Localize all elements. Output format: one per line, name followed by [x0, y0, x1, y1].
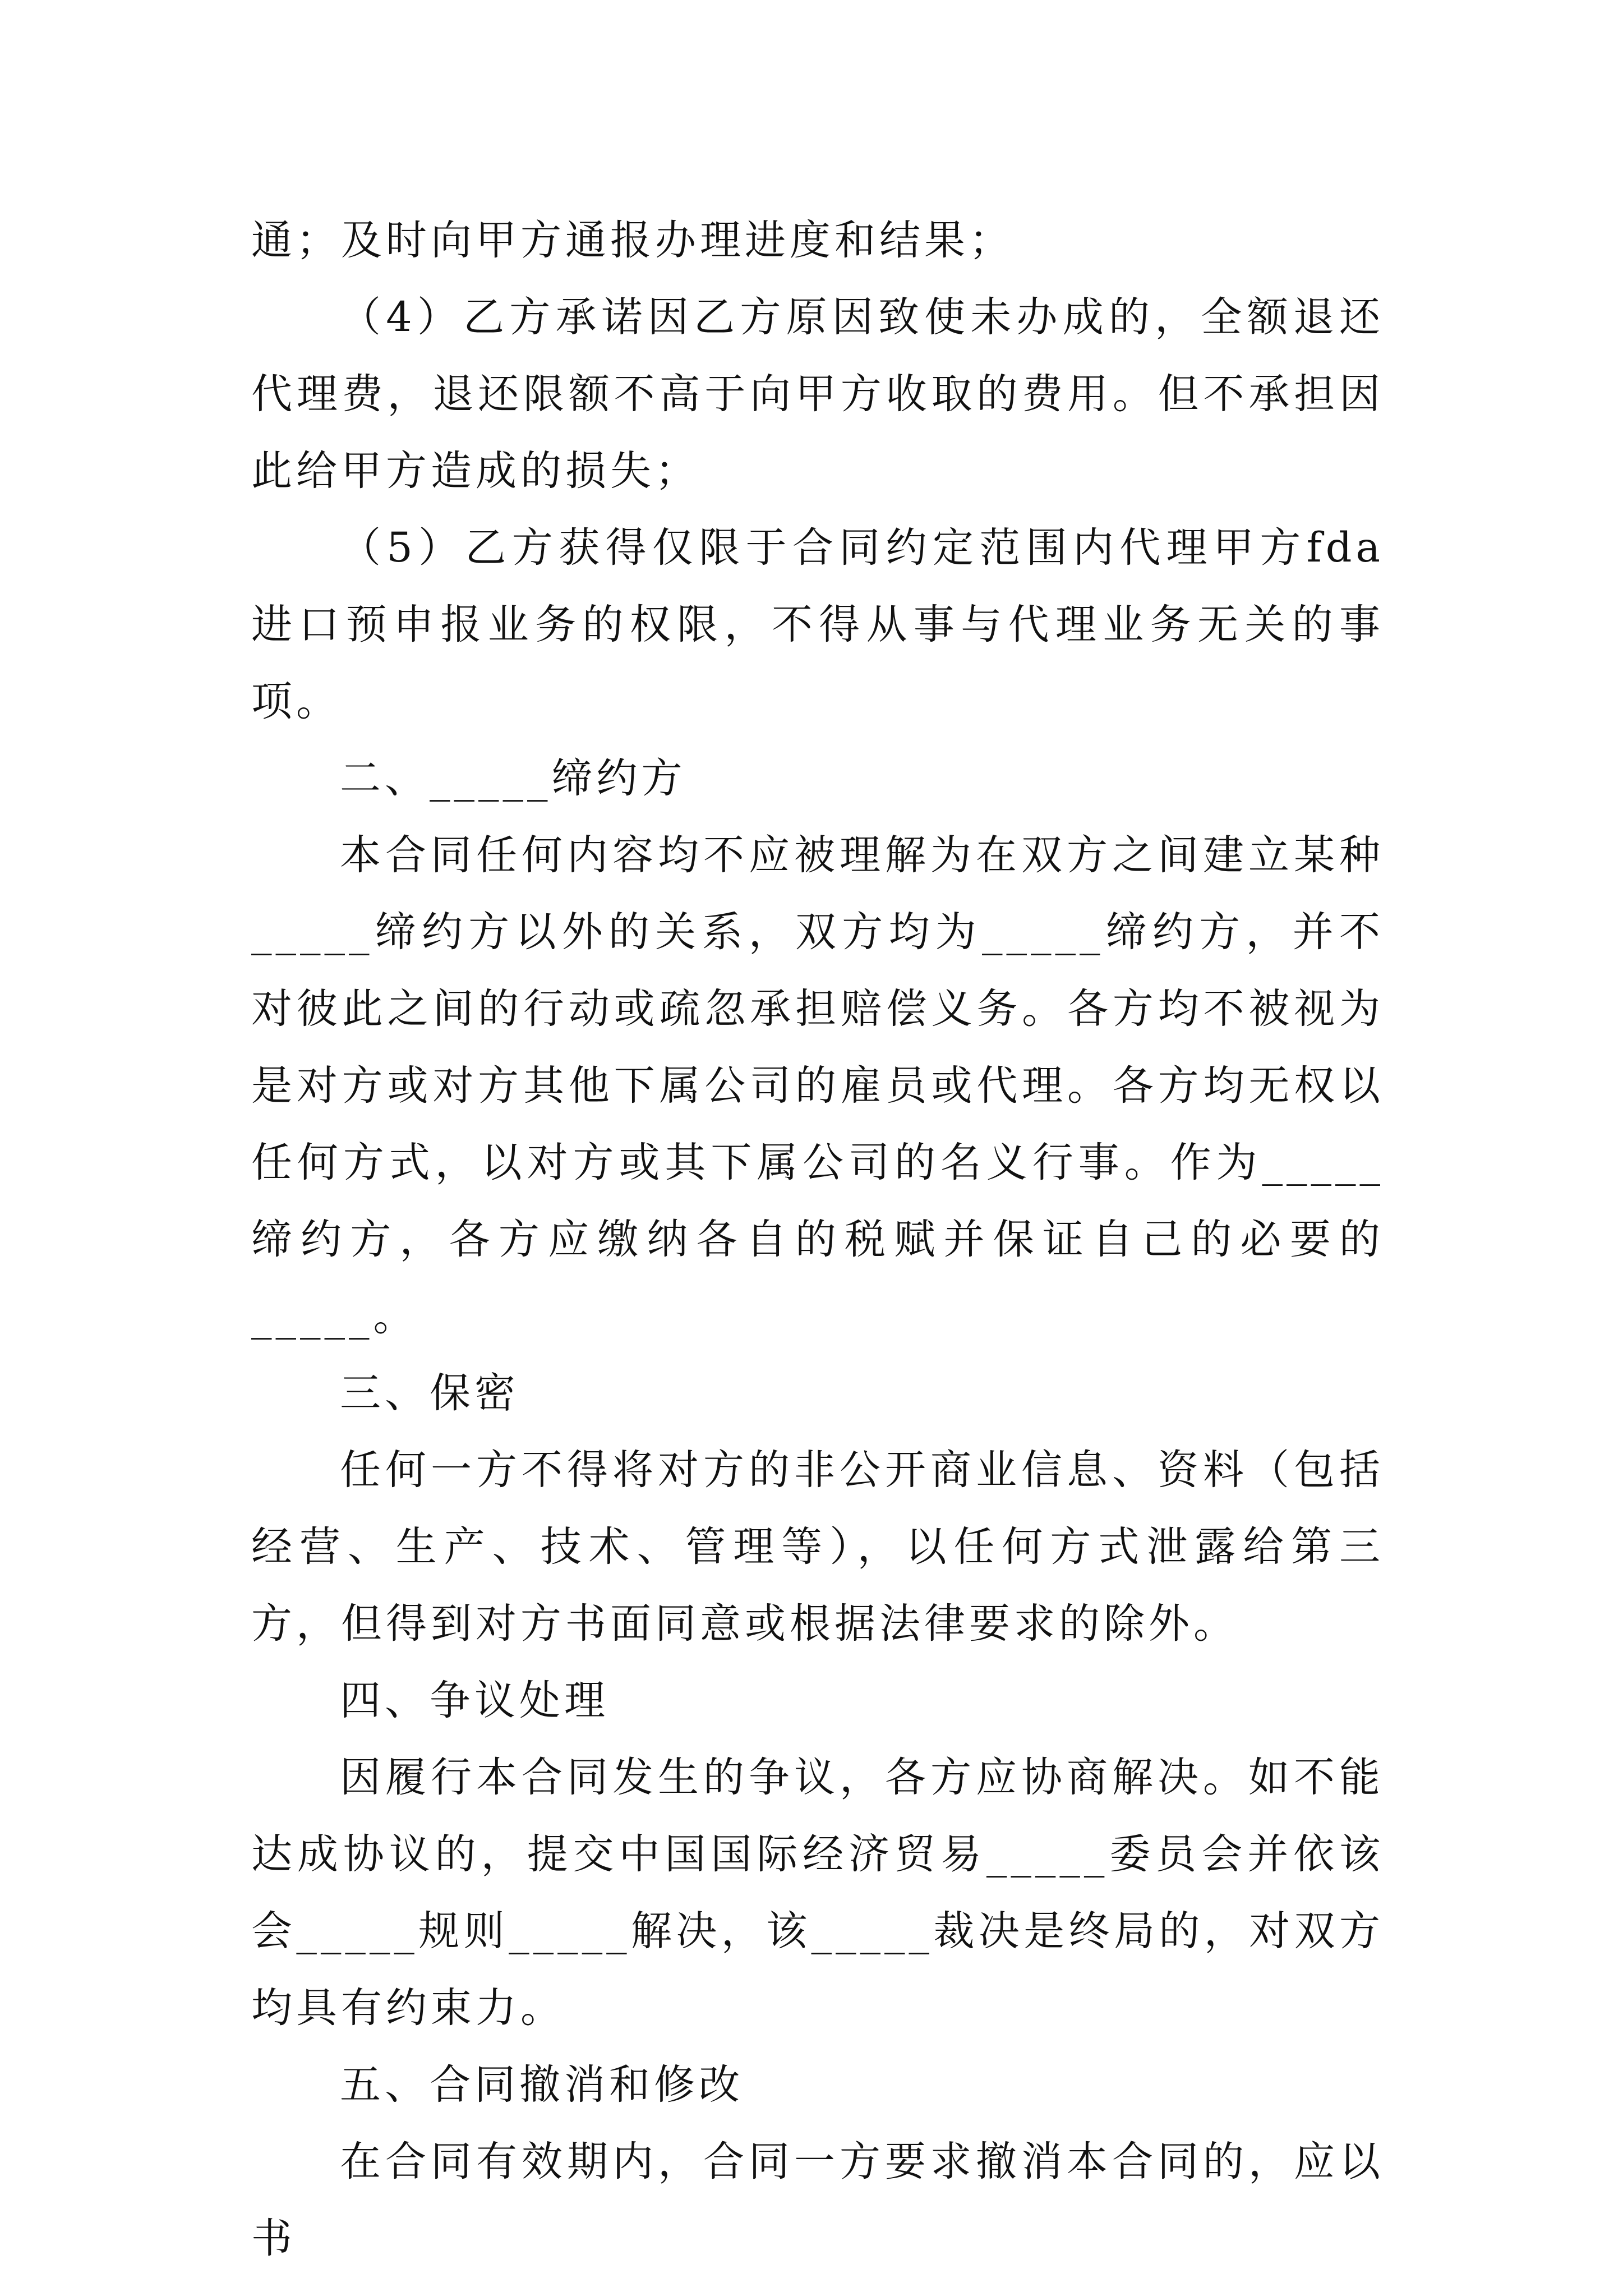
section-heading-revocation: 五、合同撤消和修改 — [340, 2061, 744, 2109]
section-heading-dispute: 四、争议处理 — [340, 1677, 609, 1724]
paragraph-clause-5: （5）乙方获得仅限于合同约定范围内代理甲方fda进口预申报业务的权限，不得从事与代理业务无关的事项。 — [251, 524, 1384, 725]
paragraph-clause-4: （4）乙方承诺因乙方原因致使未办成的，全额退还代理费，退还限额不高于向甲方收取的费用。但不承担因此给甲方造成的损失； — [251, 293, 1384, 495]
paragraph-contracting-party: 本合同任何内容均不应被理解为在双方之间建立某种_____缔约方以外的关系，双方均为_____缔约方，并不对彼此之间的行动或疏忽承担赔偿义务。各方均不被视为是对方或对方其他下属公司的雇员或代理。各方均无权以任何方式，以对方或其下属公司的名义行事。作为_____缔约方，各方应缴纳各自的税赋并保证自己的必要的_____。 — [251, 831, 1384, 1340]
paragraph-dispute: 因履行本合同发生的争议，各方应协商解决。如不能达成协议的，提交中国国际经济贸易_____委员会并依该会_____规则_____解决，该_____裁决是终局的，对双方均具有约束力。 — [251, 1754, 1384, 2032]
section-heading-confidentiality: 三、保密 — [340, 1369, 519, 1417]
paragraph-revocation: 在合同有效期内，合同一方要求撤消本合同的，应以书 — [251, 2138, 1384, 2262]
paragraph-continuation: 通；及时向甲方通报办理进度和结果； — [251, 217, 1014, 264]
paragraph-confidentiality: 任何一方不得将对方的非公开商业信息、资料（包括经营、生产、技术、管理等），以任何方式泄露给第三方，但得到对方书面同意或根据法律要求的除外。 — [251, 1446, 1384, 1648]
document-page — [251, 202, 1384, 2277]
section-heading-contracting-party: 二、_____缔约方 — [340, 754, 686, 802]
